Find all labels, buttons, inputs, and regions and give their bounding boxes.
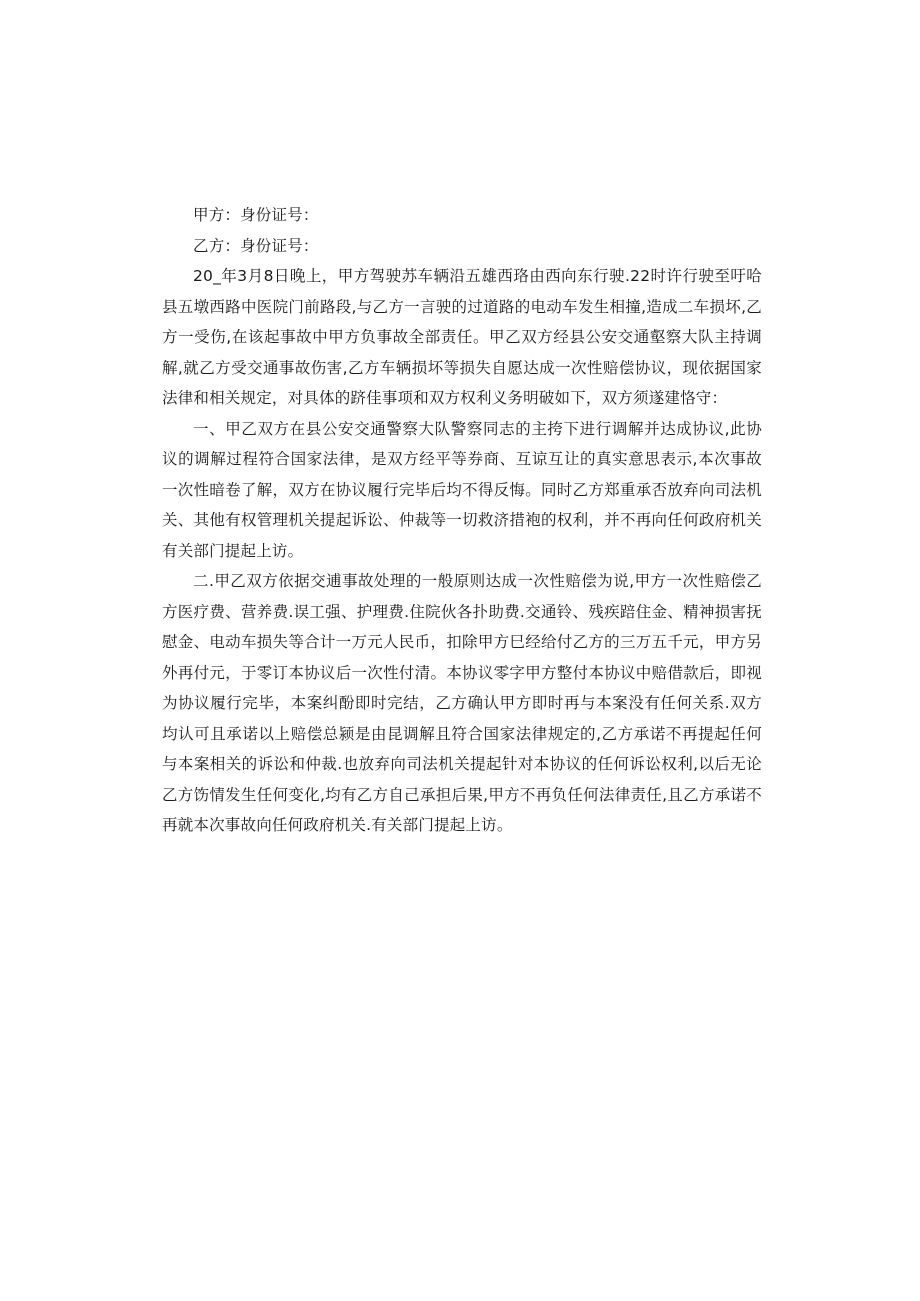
clause-two-paragraph: 二.甲乙双方依据交逋事故处理的一般原则达成一次性赔偿为说,甲方一次性赔偿乙方医疗费、营养费.误工强、护理费.住院伙各扑助费.交通铃、残疾踣住金、精神损害抚慰金、电动车损失等合计一万元人民币，扣除甲方巳经给付乙方的三万五千元，甲方另外再付元，于零订本协议后一次性付清。本协议零字甲方整付本协议中赔借款后，即视为协议履行完毕，本案纠酚即时完结，乙方确认甲方即时再与本案没有任何关系.双方均认可且承诺以上赔偿总颍是由昆调解且符合国家法律规定的,乙方承诺不再提起任何与本案相关的诉讼和仲裁.也放弃向司法机关提起针对本协议的任何诉讼权利,以后无论乙方饬情发生任何变化,均有乙方自己承担后果,甲方不再负任何法律责任,且乙方承诺不再就本次事故向任何政府机关.有关部门提起上访。 <box>162 572 762 834</box>
party-a-line: 甲方：身份证号： <box>193 206 319 224</box>
clause-one-paragraph: 一、甲乙双方在县公安交通警察大队警察同志的主挎下进行调解并达成协议,此协议的调解过程符合国家法律，是双方经平等券商、互谅互让的真实意思表示,本次事故一次性暗卷了解，双方在协议履行完毕后均不得反悔。同时乙方郑重承否放弃向司法机关、其他有权管理机关提起诉讼、仲裁等一切救济措袍的权利，并不再向任何政府机关有关部门提起上访。 <box>162 419 762 560</box>
accident-description-paragraph: 20_年3月8日晚上，甲方驾驶苏车辆沿五雄西珞由西向东行驶.22时许行驶至吁哈县五墩西路中医院门前路段,与乙方一言驶的过道路的电动车发生相撞,造成二车损坏,乙方一受伤,在该起事故中甲方负事故全部责任。甲乙双方经县公安交通壑察大队主持调解,就乙方受交通事故伤害,乙方车辆损坏等损失自愿达成一次性赔偿协议，现依据国家法律和相关规定，对具体的跻佳事项和双方权利义务明破如下，双方须遂建恪守： <box>162 267 762 407</box>
party-b-line: 乙方：身份证号： <box>193 236 319 255</box>
agreement-body <box>162 200 762 841</box>
